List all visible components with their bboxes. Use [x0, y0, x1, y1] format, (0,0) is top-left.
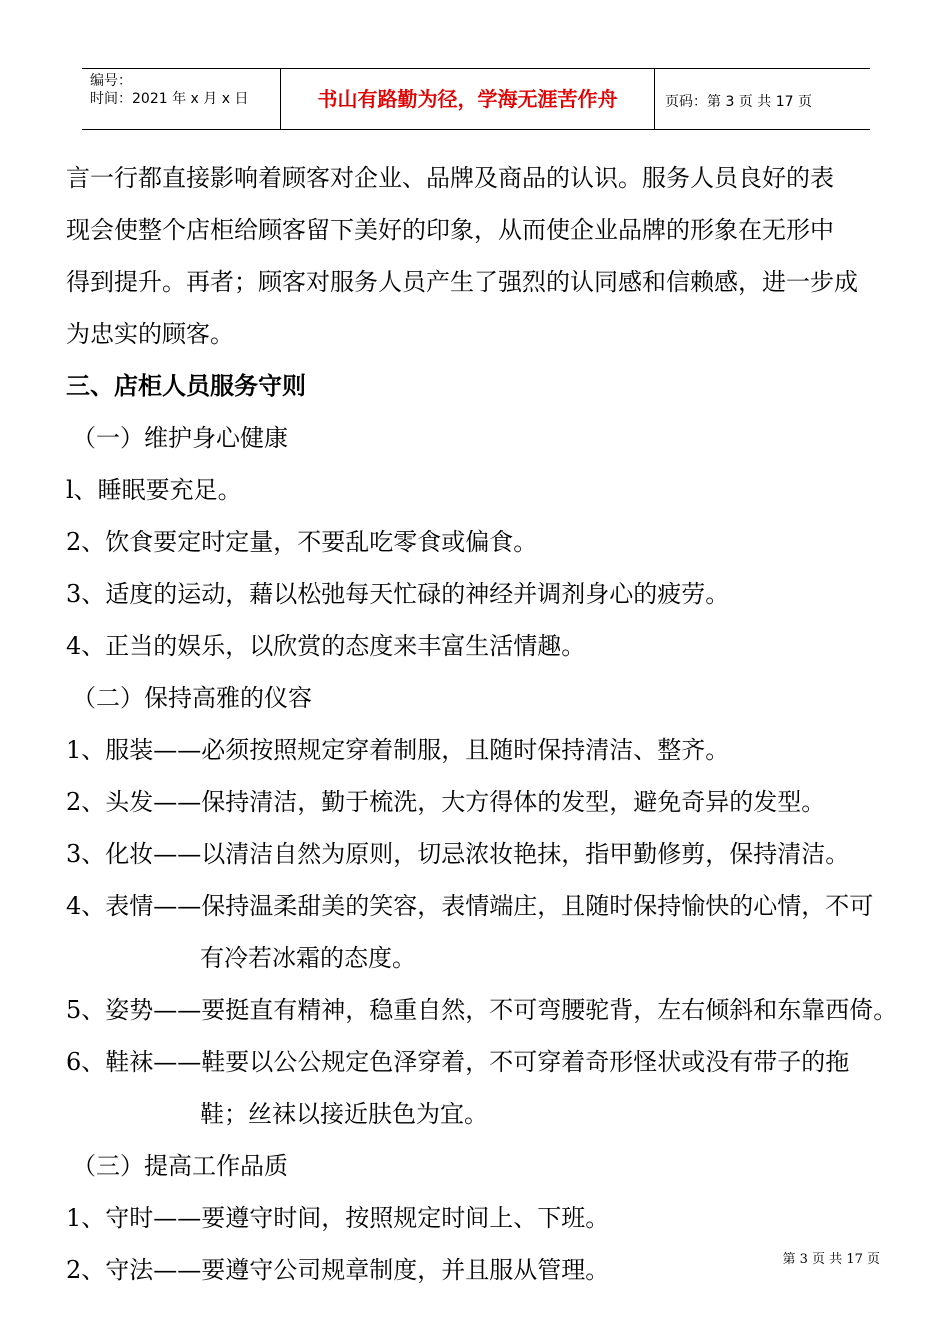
- list-item: l、睡眠要充足。: [66, 476, 242, 504]
- subsection-heading: （三）提高工作品质: [72, 1152, 288, 1180]
- paragraph-line: 得到提升。再者；顾客对服务人员产生了强烈的认同感和信赖感，进一步成: [66, 268, 858, 296]
- paragraph-line: 现会使整个店柜给顾客留下美好的印象，从而使企业品牌的形象在无形中: [66, 216, 834, 244]
- list-item: 5、姿势——要挺直有精神，稳重自然，不可弯腰驼背，左右倾斜和东靠西倚。: [66, 996, 898, 1024]
- header-page-info: 页码：第 3 页 共 17 页: [665, 94, 812, 110]
- subsection-heading: （一）维护身心健康: [72, 424, 288, 452]
- list-item: 2、守法——要遵守公司规章制度，并且服从管理。: [66, 1256, 610, 1284]
- list-item: 3、化妆——以清洁自然为原则，切忌浓妆艳抹，指甲勤修剪，保持清洁。: [66, 840, 850, 868]
- document-body: [66, 152, 896, 1296]
- document-number-label: 编号：: [90, 73, 132, 89]
- list-item: 6、鞋袜——鞋要以公公规定色泽穿着，不可穿着奇形怪状或没有带子的拖: [66, 1048, 850, 1076]
- list-item-continuation: 有冷若冰霜的态度。: [200, 944, 416, 972]
- list-item: 1、守时——要遵守时间，按照规定时间上、下班。: [66, 1204, 610, 1232]
- section-heading: 三、店柜人员服务守则: [66, 372, 306, 400]
- page-footer: 第 3 页 共 17 页: [782, 1252, 880, 1267]
- paragraph-line: 为忠实的顾客。: [66, 320, 234, 348]
- list-item: 1、服装——必须按照规定穿着制服，且随时保持清洁、整齐。: [66, 736, 730, 764]
- list-item: 2、头发——保持清洁，勤于梳洗，大方得体的发型，避免奇异的发型。: [66, 788, 826, 816]
- header-meta-cell: [82, 69, 281, 129]
- list-item: 4、表情——保持温柔甜美的笑容，表情端庄，且随时保持愉快的心情，不可: [66, 892, 874, 920]
- list-item: 4、正当的娱乐，以欣赏的态度来丰富生活情趣。: [66, 632, 586, 660]
- subsection-heading: （二）保持高雅的仪容: [72, 684, 312, 712]
- list-item: 2、饮食要定时定量，不要乱吃零食或偏食。: [66, 528, 538, 556]
- header-page-cell: [655, 69, 870, 129]
- header-motto-cell: [281, 69, 655, 129]
- page-header: [82, 68, 870, 130]
- header-motto: 书山有路勤为径，学海无涯苦作舟: [317, 87, 618, 111]
- list-item-continuation: 鞋；丝袜以接近肤色为宜。: [200, 1100, 488, 1128]
- document-date-label: 时间：2021 年 x 月 x 日: [90, 91, 249, 107]
- paragraph-line: 言一行都直接影响着顾客对企业、品牌及商品的认识。服务人员良好的表: [66, 164, 834, 192]
- list-item: 3、适度的运动，藉以松弛每天忙碌的神经并调剂身心的疲劳。: [66, 580, 730, 608]
